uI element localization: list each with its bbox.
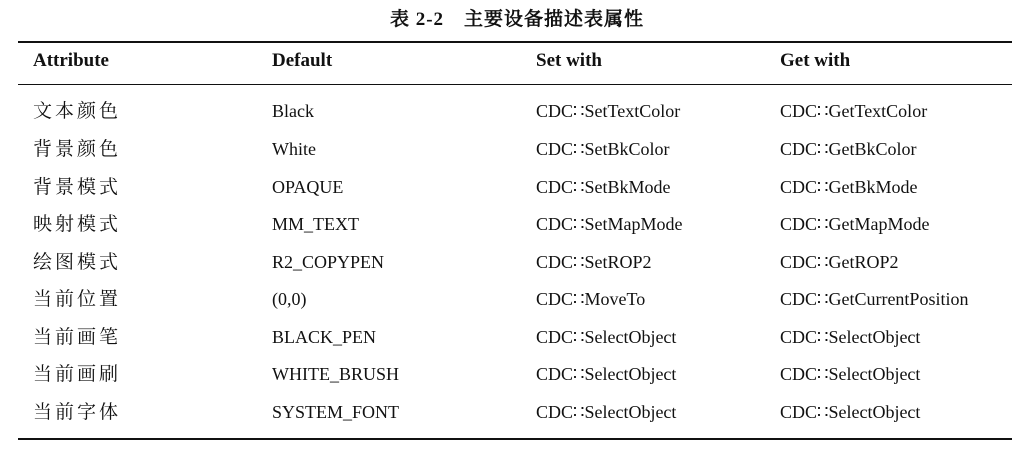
set-with-cell: CDC∷SelectObject — [536, 402, 677, 422]
set-with-cell: CDC∷SetBkColor — [536, 139, 670, 159]
get-with-cell: CDC∷SelectObject — [780, 402, 921, 422]
set-with-cell: CDC∷SetROP2 — [536, 252, 652, 272]
table-row — [0, 400, 1034, 430]
table-row — [0, 137, 1034, 167]
table-row — [0, 325, 1034, 355]
table-row — [0, 250, 1034, 280]
attribute-cell: 绘图模式 — [33, 251, 122, 273]
default-cell: (0,0) — [272, 289, 307, 309]
set-with-cell: CDC∷SetBkMode — [536, 177, 671, 197]
default-cell: OPAQUE — [272, 177, 344, 197]
table-row — [0, 362, 1034, 392]
get-with-cell: CDC∷SelectObject — [780, 364, 921, 384]
attribute-cell: 当前位置 — [33, 288, 122, 310]
get-with-cell: CDC∷GetBkMode — [780, 177, 918, 197]
default-cell: MM_TEXT — [272, 214, 359, 234]
set-with-cell: CDC∷SelectObject — [536, 364, 677, 384]
table-row — [0, 212, 1034, 242]
default-cell: R2_COPYPEN — [272, 252, 385, 272]
attribute-cell: 映射模式 — [33, 213, 122, 235]
default-cell: Black — [272, 101, 314, 121]
get-with-cell: CDC∷SelectObject — [780, 327, 921, 347]
table-row — [0, 175, 1034, 205]
set-with-cell: CDC∷SetMapMode — [536, 214, 683, 234]
get-with-cell: CDC∷GetCurrentPosition — [780, 289, 969, 309]
table-bottom-rule — [18, 438, 1012, 440]
attribute-cell: 当前字体 — [33, 401, 122, 423]
attribute-cell: 当前画刷 — [33, 363, 122, 385]
default-cell: White — [272, 139, 316, 159]
attribute-cell: 背景模式 — [33, 176, 122, 198]
set-with-cell: CDC∷SetTextColor — [536, 101, 681, 121]
column-header-attribute: Attribute — [33, 50, 109, 71]
column-header-set-with: Set with — [536, 50, 602, 71]
attribute-cell: 当前画笔 — [33, 326, 122, 348]
default-cell: BLACK_PEN — [272, 327, 377, 347]
get-with-cell: CDC∷GetROP2 — [780, 252, 899, 272]
table-row — [0, 99, 1034, 129]
attribute-cell: 背景颜色 — [33, 138, 122, 160]
set-with-cell: CDC∷MoveTo — [536, 289, 646, 309]
set-with-cell: CDC∷SelectObject — [536, 327, 677, 347]
default-cell: SYSTEM_FONT — [272, 402, 400, 422]
default-cell: WHITE_BRUSH — [272, 364, 399, 384]
column-header-get-with: Get with — [780, 50, 851, 71]
header-divider-rule — [18, 84, 1012, 85]
get-with-cell: CDC∷GetMapMode — [780, 214, 930, 234]
column-header-default: Default — [272, 50, 333, 71]
get-with-cell: CDC∷GetBkColor — [780, 139, 917, 159]
table-caption: 表 2-2 主要设备描述表属性 — [389, 9, 645, 30]
table-row — [0, 287, 1034, 317]
attribute-cell: 文本颜色 — [33, 100, 122, 122]
table-top-rule — [18, 41, 1012, 43]
get-with-cell: CDC∷GetTextColor — [780, 101, 928, 121]
